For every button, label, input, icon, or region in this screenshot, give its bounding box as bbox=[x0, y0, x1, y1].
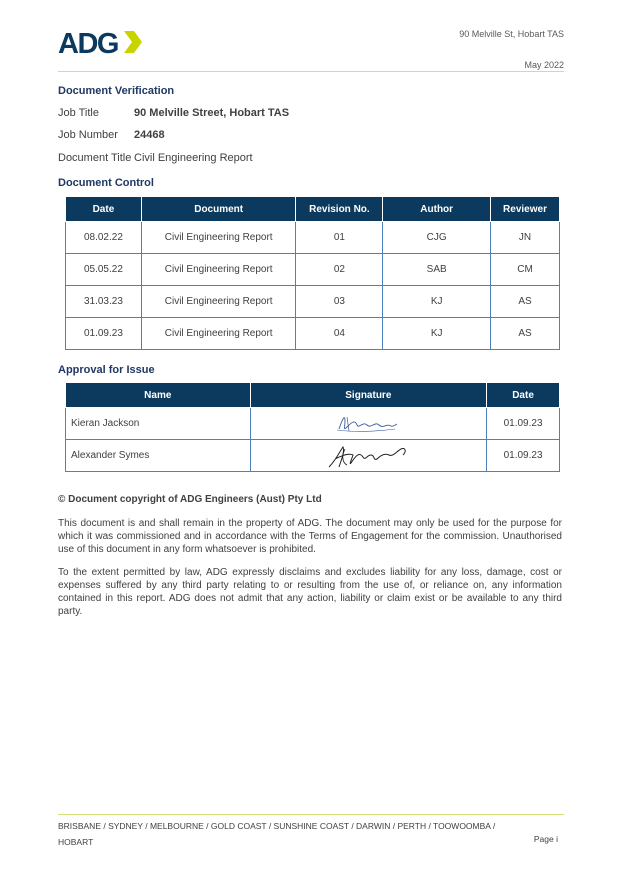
cell-name: Kieran Jackson bbox=[66, 408, 251, 440]
footer-divider bbox=[58, 814, 564, 815]
copyright-heading: © Document copyright of ADG Engineers (Aust) Pty Ltd bbox=[58, 494, 322, 505]
cell-date: 01.09.23 bbox=[66, 318, 142, 350]
cell-date: 05.05.22 bbox=[66, 254, 142, 286]
table-row bbox=[66, 254, 560, 286]
approval-table bbox=[65, 382, 560, 472]
cell-author: CJG bbox=[383, 222, 491, 254]
cell-author: SAB bbox=[383, 254, 491, 286]
column-header-date: Date bbox=[487, 383, 560, 408]
copyright-paragraph-2: To the extent permitted by law, ADG expressly disclaims and excludes liability for any loss, damage, cost or expenses suffered by any third party relating to or resulting from the use of, or reliance on, any information contained in this report. ADG does not admit that any action, liability or claim exist or be available to any third party. bbox=[58, 567, 562, 617]
cell-document: Civil Engineering Report bbox=[141, 318, 296, 350]
column-header-reviewer: Reviewer bbox=[491, 197, 560, 222]
column-header-signature: Signature bbox=[250, 383, 487, 408]
document-title-value: Civil Engineering Report bbox=[134, 152, 253, 164]
header-divider bbox=[58, 71, 564, 72]
header-date: May 2022 bbox=[524, 60, 564, 70]
column-header-revision: Revision No. bbox=[296, 197, 383, 222]
cell-reviewer: AS bbox=[491, 286, 560, 318]
cell-reviewer: JN bbox=[491, 222, 560, 254]
control-heading: Document Control bbox=[58, 177, 154, 189]
cell-name: Alexander Symes bbox=[66, 440, 251, 472]
table-row bbox=[66, 440, 560, 472]
header-address: 90 Melville St, Hobart TAS bbox=[459, 29, 564, 39]
job-title-label: Job Title bbox=[58, 107, 99, 119]
cell-signature bbox=[250, 440, 487, 472]
cell-date: 31.03.23 bbox=[66, 286, 142, 318]
cell-signature bbox=[250, 408, 487, 440]
signature-alexander-symes bbox=[323, 441, 413, 471]
cell-date: 01.09.23 bbox=[487, 440, 560, 472]
job-number-value: 24468 bbox=[134, 129, 165, 141]
cell-date: 01.09.23 bbox=[487, 408, 560, 440]
cell-revision: 04 bbox=[296, 318, 383, 350]
document-title-label: Document Title bbox=[58, 152, 132, 164]
cell-date: 08.02.22 bbox=[66, 222, 142, 254]
table-row bbox=[66, 408, 560, 440]
signature-kieran-jackson bbox=[333, 411, 403, 437]
table-header-row bbox=[66, 197, 560, 222]
table-header-row bbox=[66, 383, 560, 408]
table-row bbox=[66, 286, 560, 318]
cell-revision: 02 bbox=[296, 254, 383, 286]
job-number-label: Job Number bbox=[58, 129, 118, 141]
document-control-table bbox=[65, 196, 560, 350]
approval-heading: Approval for Issue bbox=[58, 364, 155, 376]
cell-revision: 03 bbox=[296, 286, 383, 318]
column-header-date: Date bbox=[66, 197, 142, 222]
column-header-name: Name bbox=[66, 383, 251, 408]
svg-text:ADG: ADG bbox=[58, 28, 118, 57]
cell-reviewer: CM bbox=[491, 254, 560, 286]
page-number: Page i bbox=[533, 834, 558, 844]
table-row bbox=[66, 222, 560, 254]
cell-author: KJ bbox=[383, 318, 491, 350]
cell-revision: 01 bbox=[296, 222, 383, 254]
footer-cities: BRISBANE / SYDNEY / MELBOURNE / GOLD COAST / SUNSHINE COAST / DARWIN / PERTH / TOOWOOMBA / HOBART bbox=[58, 821, 496, 847]
cell-author: KJ bbox=[383, 286, 491, 318]
verification-heading: Document Verification bbox=[58, 85, 175, 97]
column-header-author: Author bbox=[383, 197, 491, 222]
cell-document: Civil Engineering Report bbox=[141, 254, 296, 286]
cell-document: Civil Engineering Report bbox=[141, 286, 296, 318]
table-row bbox=[66, 318, 560, 350]
column-header-document: Document bbox=[141, 197, 296, 222]
adg-logo bbox=[58, 27, 142, 57]
cell-document: Civil Engineering Report bbox=[141, 222, 296, 254]
cell-reviewer: AS bbox=[491, 318, 560, 350]
job-title-value: 90 Melville Street, Hobart TAS bbox=[134, 107, 290, 119]
copyright-paragraph-1: This document is and shall remain in the property of ADG. The document may only be used for the purpose for which it was commissioned and in accordance with the Terms of Engagement for the commission. Unauthorised use of this document in any form whatsoever is prohibited. bbox=[58, 518, 562, 555]
